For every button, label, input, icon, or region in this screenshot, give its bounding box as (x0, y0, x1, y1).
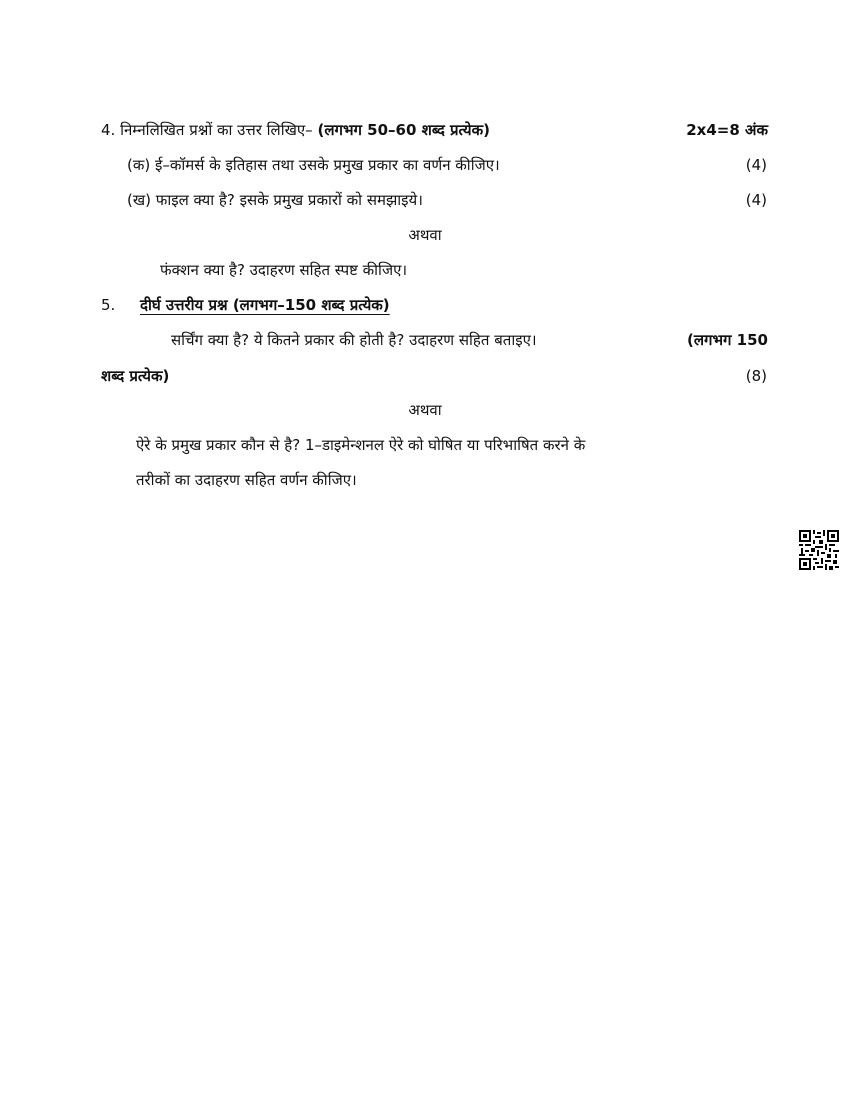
q4-heading-note: (लगभग 50–60 शब्द प्रत्येक) (317, 121, 490, 139)
q5-text-line (171, 330, 537, 350)
q5-marks: (8) (745, 367, 767, 385)
q4b-line (127, 190, 423, 210)
q4a-text: ई–कॉमर्स के इतिहास तथा उसके प्रमुख प्रकार का वर्णन कीजिए। (155, 156, 500, 174)
q4-number: 4. (101, 121, 116, 139)
q4b-label: (ख) (127, 191, 151, 209)
q4-or: अथवा (408, 226, 442, 244)
q4-marks: 2x4=8 अंक (686, 121, 768, 139)
q5-note-part1: (लगभग 150 (687, 331, 768, 349)
q4-alt-text: फंक्शन क्या है? उदाहरण सहित स्पष्ट कीजिए। (160, 261, 408, 279)
q5-or: अथवा (408, 401, 442, 419)
q4b-marks: (4) (745, 191, 767, 209)
q5-alt-line2: तरीकों का उदाहरण सहित वर्णन कीजिए। (136, 471, 357, 489)
q5-alt-line1: ऐरे के प्रमुख प्रकार कौन से है? 1–डाइमेन्शनल ऐरे को घोषित या परिभाषित करने के (136, 436, 586, 454)
q5-note-part2: शब्द प्रत्येक) (101, 367, 170, 385)
q4-heading-line (101, 120, 490, 140)
q4a-label: (क) (127, 156, 151, 174)
q4a-marks: (4) (745, 156, 767, 174)
q4b-text: फाइल क्या है? इसके प्रमुख प्रकारों को समझाइये। (155, 191, 423, 209)
q5-text: सर्चिंग क्या है? ये कितने प्रकार की होती है? उदाहरण सहित बताइए। (171, 331, 537, 349)
q5-number: 5. (101, 296, 116, 314)
q5-heading: दीर्घ उत्तरीय प्रश्न (लगभग–150 शब्द प्रत्येक) (140, 296, 390, 314)
q4-heading: निम्नलिखित प्रश्नों का उत्तर लिखिए– (120, 121, 313, 139)
q4a-line (127, 155, 500, 175)
qr-code-icon (799, 530, 839, 570)
